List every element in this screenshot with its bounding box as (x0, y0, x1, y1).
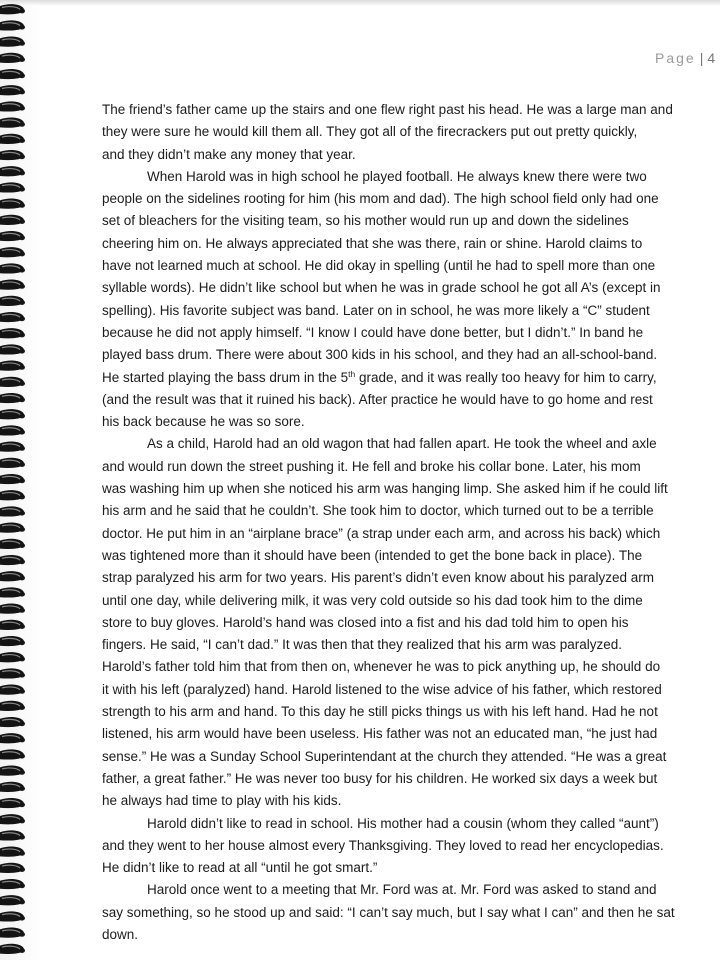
text-line (102, 902, 720, 924)
binding-coil (0, 928, 25, 938)
text-line (102, 746, 720, 768)
page-header (655, 50, 715, 66)
binding-coil (0, 425, 25, 435)
text-line-content: Harold didn’t like to read in school. His mother had a cousin (whom they called “aunt”) (147, 815, 659, 831)
binding-coil (0, 490, 25, 500)
text-line-content: have not learned much at school. He did okay in spelling (until he had to spell more than one (102, 258, 656, 274)
text-line (102, 879, 720, 901)
text-line (102, 456, 720, 478)
text-line-content: doctor. He put him in an “airplane brace” (a strap under each arm, and across his back) which (102, 525, 661, 541)
page-top-edge (0, 0, 720, 6)
binding-coil (0, 150, 25, 160)
text-line-continuation: grade, and it was really too heavy for him to carry, (355, 369, 657, 385)
text-line-content: set of bleachers for the visiting team, so his mother would run up and down the sidelines (102, 213, 629, 229)
binding-coil (0, 328, 25, 338)
binding-coil (0, 20, 25, 30)
text-line-content: When Harold was in high school he played football. He always knew there were two (147, 168, 647, 184)
binding-coil (0, 4, 25, 14)
text-line-content: Harold’s father told him that from then on, whenever he was to pick anything up, he should do (102, 659, 661, 675)
binding-coil (0, 312, 25, 322)
binding-coil (0, 377, 25, 387)
binding-coil (0, 717, 25, 727)
text-line-content: people on the sidelines rooting for him (his mom and dad). The high school field only had one (102, 191, 659, 207)
binding-coil (0, 263, 25, 273)
binding-coil (0, 749, 25, 759)
binding-coil (0, 458, 25, 468)
text-line-content: his arm and he said that he couldn’t. She took him to doctor, which turned out to be a terrible (102, 503, 654, 519)
text-line-content: father, a great father.” He was never too busy for his children. He worked six days a week but (102, 770, 658, 786)
binding-coil (0, 766, 25, 776)
binding-coil (0, 652, 25, 662)
binding-coil (0, 474, 25, 484)
binding-coil (0, 231, 25, 241)
binding-coil (0, 523, 25, 533)
binding-coil (0, 685, 25, 695)
page-header-label: Page (655, 50, 696, 66)
text-line (102, 166, 720, 188)
text-line-content: He didn’t like to read at all “until he got smart.” (102, 860, 378, 876)
text-line-content: fingers. He said, “I can’t dad.” It was then that they realized that his arm was paralyzed. (102, 637, 623, 653)
text-line-content: listened, his arm would have been useless. His father was not an educated man, “he just had (102, 726, 658, 742)
text-line (102, 790, 720, 812)
binding-coil (0, 539, 25, 549)
text-line (102, 500, 720, 522)
text-line (102, 322, 720, 344)
binding-coil (0, 53, 25, 63)
text-line-content: played bass drum. There were about 300 kids in his school, and they had an all-school-band. (102, 347, 658, 363)
text-line (102, 344, 720, 366)
text-line (102, 389, 720, 411)
text-line (102, 99, 720, 121)
text-line-content: say something, so he stood up and said: “I can’t say much, but I say what I can” and then he sat (102, 904, 675, 920)
text-line (102, 233, 720, 255)
binding-coil (0, 215, 25, 225)
text-line-content: syllable words). He didn’t like school but when he was in grade school he got all A’s (except in (102, 280, 661, 296)
text-line (102, 567, 720, 589)
page-header-separator: | (699, 50, 704, 66)
binding-coil (0, 782, 25, 792)
text-line (102, 367, 720, 389)
text-line-content: because he did not apply himself. “I know I could have done better, but I didn’t.” In band he (102, 324, 644, 340)
text-line-content: strength to his arm and hand. To this day he still picks things us with his left hand. Had he not (102, 704, 658, 720)
binding-coil (0, 863, 25, 873)
text-line (102, 679, 720, 701)
text-line-content: Harold once went to a meeting that Mr. Ford was at. Mr. Ford was asked to stand and (147, 882, 657, 898)
text-line (102, 590, 720, 612)
binding-coil (0, 409, 25, 419)
binding-coil (0, 69, 25, 79)
page-number: 4 (707, 50, 716, 66)
text-line-content: (and the result was that it ruined his back). After practice he would have to go home and rest (102, 391, 653, 407)
binding-coil (0, 344, 25, 354)
text-line-content: cheering him on. He always appreciated that she was there, rain or shine. Harold claims to (102, 235, 643, 251)
text-line (102, 768, 720, 790)
binding-coil (0, 701, 25, 711)
text-line (102, 723, 720, 745)
binding-coil (0, 620, 25, 630)
text-line (102, 545, 720, 567)
text-line-content: sense.” He was a Sunday School Superintendant at the church they attended. “He was a great (102, 748, 667, 764)
binding-coil (0, 296, 25, 306)
text-line (102, 277, 720, 299)
text-line (102, 255, 720, 277)
binding-coil (0, 199, 25, 209)
binding-coil (0, 879, 25, 889)
binding-coil (0, 247, 25, 257)
binding-coil (0, 733, 25, 743)
text-line-content: He started playing the bass drum in the 5 (102, 369, 349, 385)
body-text (102, 99, 720, 946)
text-line (102, 121, 720, 143)
text-line-content: his back because he was so sore. (102, 414, 305, 430)
binding-coil (0, 830, 25, 840)
text-line (102, 924, 720, 946)
text-line-content: it with his left (paralyzed) hand. Harold listened to the wise advice of his father, which restored (102, 681, 662, 697)
text-line (102, 478, 720, 500)
binding-coil (0, 814, 25, 824)
binding-coil (0, 895, 25, 905)
text-line-content: and would run down the street pushing it. He fell and broke his collar bone. Later, his mom (102, 458, 641, 474)
text-line (102, 144, 720, 166)
text-line (102, 612, 720, 634)
text-line (102, 813, 720, 835)
binding-coil (0, 587, 25, 597)
text-line-content: down. (102, 926, 139, 942)
binding-coil (0, 847, 25, 857)
spiral-binding (0, 0, 34, 960)
binding-coil (0, 636, 25, 646)
superscript: th (348, 368, 356, 379)
text-line-content: and they didn’t make any money that year. (102, 146, 356, 162)
binding-coil (0, 85, 25, 95)
binding-coil (0, 118, 25, 128)
binding-coil (0, 668, 25, 678)
text-line (102, 188, 720, 210)
binding-coil (0, 571, 25, 581)
text-line (102, 210, 720, 232)
text-line-content: spelling). His favorite subject was band. Later on in school, he was more likely a “C” student (102, 302, 650, 318)
text-line-content: he always had time to play with his kids. (102, 793, 342, 809)
text-line (102, 433, 720, 455)
text-line-content: store to buy gloves. Harold’s hand was closed into a fist and his dad told him to open his (102, 614, 629, 630)
binding-coil (0, 393, 25, 403)
text-line (102, 656, 720, 678)
text-line-content: was tightened more than it should have been (intended to get the bone back in place). The (102, 547, 643, 563)
text-line-content: was washing him up when she noticed his arm was hanging limp. She asked him if he could lift (102, 481, 668, 497)
binding-coil (0, 101, 25, 111)
text-line (102, 411, 720, 433)
binding-coil (0, 361, 25, 371)
text-line-content: The friend’s father came up the stairs and one flew right past his head. He was a large man and (102, 102, 673, 117)
binding-coil (0, 944, 25, 954)
text-line (102, 835, 720, 857)
text-line-content: they were sure he would kill them all. They got all of the firecrackers put out pretty quickly, (102, 124, 638, 140)
text-line-content: strap paralyzed his arm for two years. His parent’s didn’t even know about his paralyzed arm (102, 570, 655, 586)
binding-coil (0, 442, 25, 452)
binding-coil (0, 604, 25, 614)
text-line-content: and they went to her house almost every Thanksgiving. They loved to read her encyclopedias. (102, 837, 664, 853)
binding-coil (0, 911, 25, 921)
text-line-content: until one day, while delivering milk, it was very cold outside so his dad took him to the dime (102, 592, 643, 608)
text-line (102, 857, 720, 879)
text-line-content: As a child, Harold had an old wagon that had fallen apart. He took the wheel and axle (147, 436, 657, 452)
text-line (102, 523, 720, 545)
binding-coil (0, 134, 25, 144)
text-line (102, 300, 720, 322)
binding-coil (0, 37, 25, 47)
text-line (102, 701, 720, 723)
binding-coil (0, 555, 25, 565)
binding-coil (0, 798, 25, 808)
binding-coil (0, 506, 25, 516)
binding-coil (0, 280, 25, 290)
text-line (102, 634, 720, 656)
binding-coil (0, 182, 25, 192)
binding-coil (0, 166, 25, 176)
